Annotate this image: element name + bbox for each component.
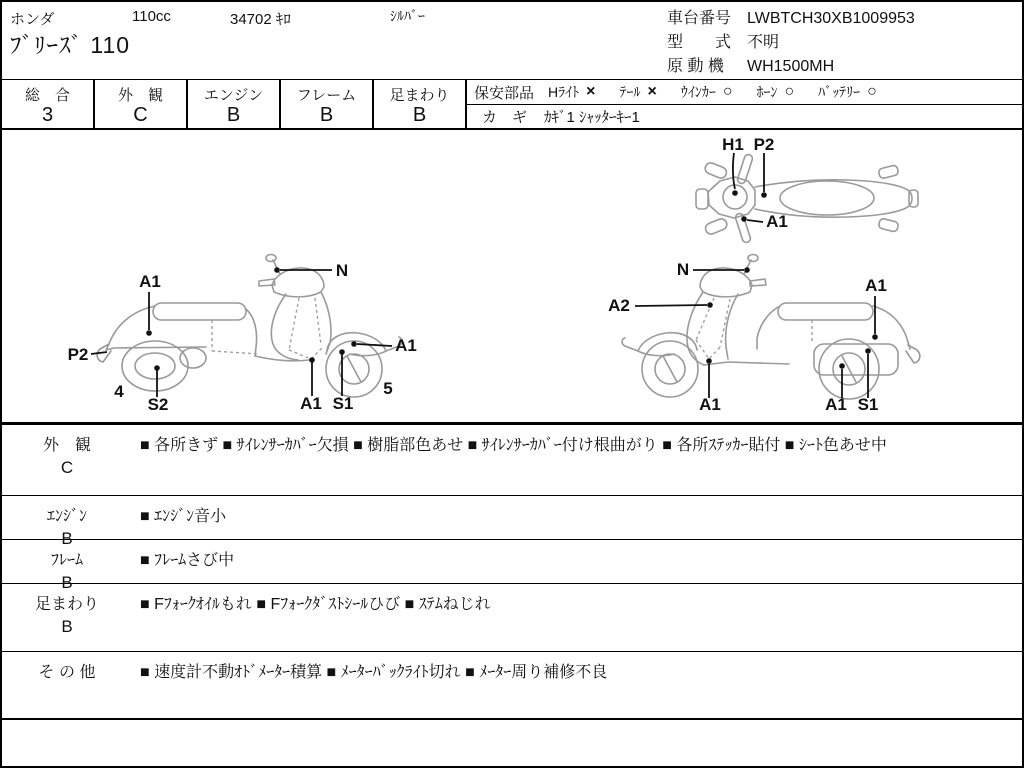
damage-label-p2: P2 — [753, 137, 775, 154]
damage-label-a2: A2 — [608, 296, 630, 315]
engine-code: WH1500MH — [747, 58, 835, 75]
damage-label-a1: A1 — [825, 395, 847, 414]
key-value: ｶｷﾞ1 ｼｬｯﾀｰｷｰ1 — [544, 109, 640, 126]
side-left-leaders — [68, 261, 417, 414]
grade-label: 足まわり — [389, 87, 450, 104]
safety-item-tail — [619, 82, 656, 102]
grade-cell-frame — [281, 80, 374, 128]
grade-label: エンジン — [203, 87, 264, 104]
note-section-name: ﾌﾚｰﾑ — [50, 552, 83, 569]
empty-row — [2, 720, 1022, 766]
note-section-name: 足まわり — [34, 596, 99, 613]
grade-row — [2, 80, 1022, 130]
safety-item-name: Hﾗｲﾄ — [548, 84, 580, 100]
key-label: カ ギ — [482, 109, 528, 126]
safety-parts-cell — [467, 80, 1022, 128]
grade-label: 外 観 — [117, 87, 163, 104]
note-grade: B — [61, 573, 73, 592]
damage-label-s1: S1 — [857, 395, 879, 414]
damage-label-s2: S2 — [147, 395, 169, 414]
note-section-name: そ の 他 — [38, 664, 96, 681]
safety-item-headlight — [548, 82, 595, 102]
damage-label-p2: P2 — [67, 345, 89, 364]
type-label: 型 式 — [667, 34, 732, 51]
safety-item-winker — [681, 82, 733, 102]
note-text: ■ Fﾌｫｰｸｵｲﾙもれ ■ Fﾌｫｰｸﾀﾞｽﾄｼｰﾙひび ■ ｽﾃﾑねじれ — [140, 596, 491, 613]
note-text: ■ ﾌﾚｰﾑさび中 — [140, 552, 235, 569]
safety-parts-row — [467, 80, 1022, 105]
note-label — [2, 496, 132, 548]
status-mark-ok: ○ — [784, 83, 795, 100]
damage-label-a1: A1 — [139, 272, 161, 291]
status-mark-ng: × — [586, 83, 596, 100]
key-row — [467, 105, 1022, 128]
scooter-side-left-construction-lines — [212, 298, 324, 359]
damage-label-s1: S1 — [332, 394, 354, 413]
chassis-number: LWBTCH30XB1009953 — [747, 10, 915, 27]
note-section-name: ｴﾝｼﾞﾝ — [46, 508, 87, 525]
safety-item-horn — [757, 82, 795, 102]
mileage: 34702 ｷﾛ — [230, 11, 291, 28]
status-mark-ok: ○ — [722, 83, 733, 100]
grade-cell-undercarriage — [374, 80, 467, 128]
type-value: 不明 — [747, 34, 780, 51]
grade-cell-overall — [2, 80, 95, 128]
note-grade: B — [61, 529, 73, 548]
note-row-other — [2, 652, 1022, 720]
chassis-label: 車台番号 — [667, 10, 732, 27]
maker: ホンダ — [10, 11, 55, 28]
note-row-engine — [2, 496, 1022, 548]
scooter-top-view-drawing — [647, 137, 947, 262]
note-row-exterior — [2, 425, 1022, 496]
safety-item-battery — [818, 82, 877, 102]
damage-label-n: N — [676, 260, 690, 279]
grade-cell-exterior — [95, 80, 188, 128]
note-section-name: 外 観 — [42, 437, 91, 454]
model-name: ﾌﾞﾘｰｽﾞ 110 — [10, 32, 131, 58]
side-right-leaders — [608, 260, 887, 414]
engine-row — [667, 55, 915, 79]
damage-label-a1: A1 — [865, 276, 887, 295]
chassis-row — [667, 7, 915, 31]
engine-label: 原 動 機 — [667, 58, 724, 75]
damage-label-a1: A1 — [395, 336, 417, 355]
grade-value: B — [319, 104, 334, 126]
scooter-side-right-construction-lines — [696, 298, 812, 359]
panel-number-5: 5 — [383, 379, 393, 398]
safety-item-name: ｳｲﾝｶｰ — [680, 84, 716, 100]
note-text: ■ 速度計不動ｵﾄﾞﾒｰﾀｰ積算 ■ ﾒｰﾀｰﾊﾞｯｸﾗｲﾄ切れ ■ ﾒｰﾀｰ周り補修不良 — [140, 664, 608, 681]
displacement: 110cc — [132, 8, 171, 25]
condition-notes — [2, 425, 1022, 766]
header — [2, 2, 1022, 80]
damage-label-a1: A1 — [766, 212, 788, 231]
damage-diagram — [2, 130, 1022, 425]
vehicle-ids — [667, 7, 915, 79]
grade-label: 総 合 — [24, 87, 70, 104]
note-row-undercarriage — [2, 584, 1022, 652]
note-grade: B — [61, 617, 73, 636]
type-row — [667, 31, 915, 55]
body-color: ｼﾙﾊﾞｰ — [390, 8, 425, 24]
note-grade: C — [60, 458, 74, 477]
scooter-side-left-drawing — [62, 247, 462, 422]
safety-item-name: ﾃｰﾙ — [619, 84, 641, 100]
note-text: ■ ｴﾝｼﾞﾝ音小 — [140, 508, 227, 525]
grade-value: C — [133, 104, 148, 126]
grade-value: B — [226, 104, 241, 126]
status-mark-ng: × — [647, 83, 657, 100]
grade-label: フレーム — [296, 87, 357, 104]
status-mark-ok: ○ — [867, 83, 877, 100]
safety-item-name: ﾎｰﾝ — [756, 84, 778, 100]
grade-value: 3 — [41, 104, 54, 126]
damage-label-a1: A1 — [699, 395, 721, 414]
note-label — [2, 652, 132, 718]
note-label — [2, 584, 132, 651]
note-text: ■ 各所きず ■ ｻｲﾚﾝｻｰｶﾊﾞｰ欠損 ■ 樹脂部色あせ ■ ｻｲﾚﾝｻｰｶﾊﾞｰ付け根曲がり ■ 各所ｽﾃｯｶｰ貼付 ■ ｼｰﾄ色あせ中 — [140, 437, 887, 454]
damage-label-n: N — [335, 261, 349, 280]
note-row-frame — [2, 540, 1022, 592]
safety-item-name: ﾊﾞｯﾃﾘｰ — [818, 84, 861, 100]
damage-label-h1: H1 — [722, 137, 744, 154]
safety-parts-label: 保安部品 — [474, 84, 535, 102]
note-label — [2, 540, 132, 592]
scooter-top-view-art — [696, 153, 918, 243]
panel-number-4: 4 — [114, 382, 124, 401]
grade-cell-engine — [188, 80, 281, 128]
scooter-side-right-drawing — [592, 247, 992, 422]
note-label — [2, 425, 132, 495]
grade-value: B — [412, 104, 427, 126]
damage-label-a1: A1 — [300, 394, 322, 413]
